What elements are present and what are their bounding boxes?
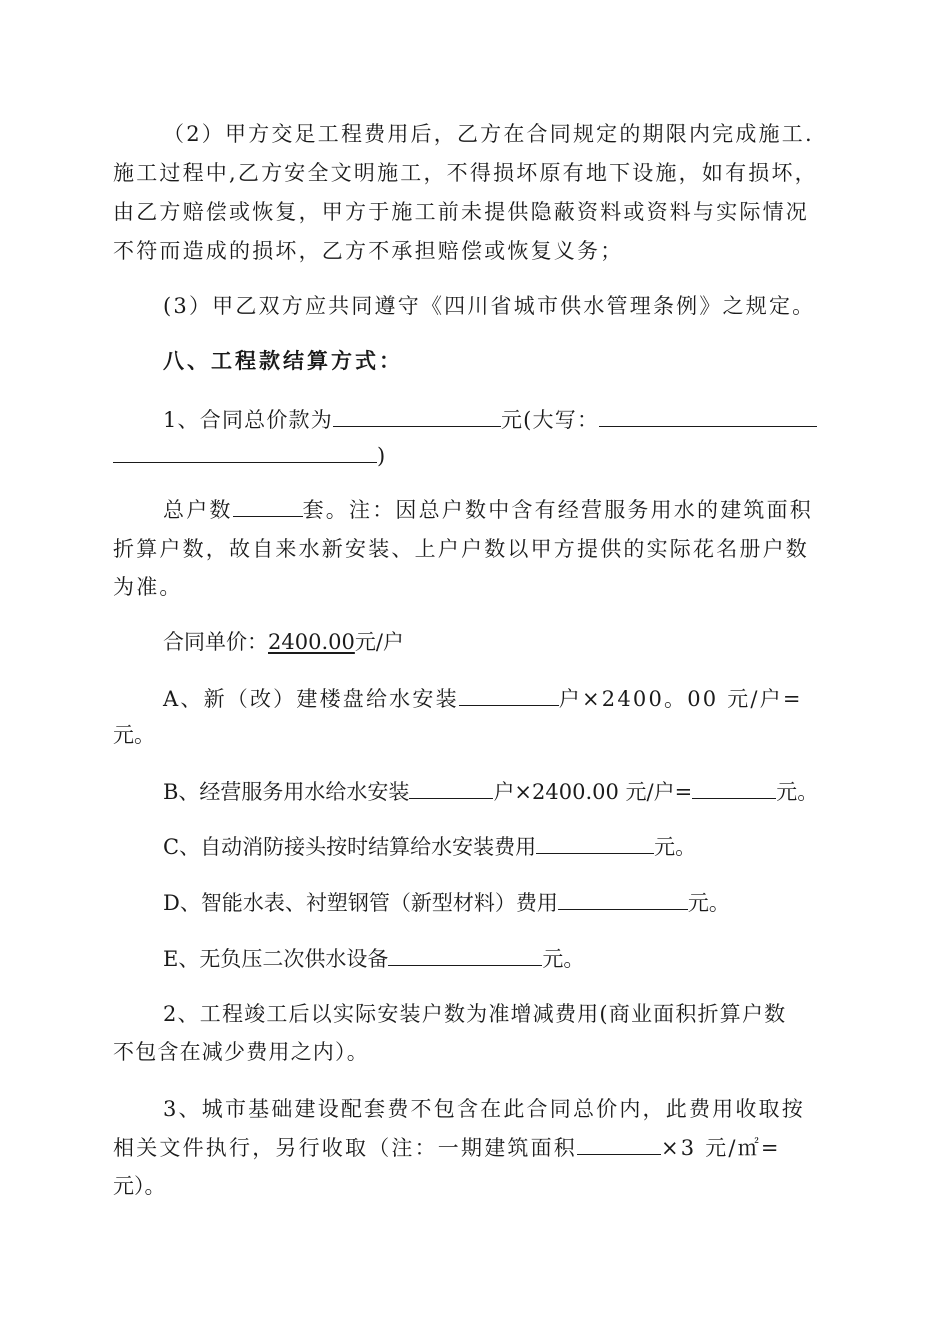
households-blank[interactable] <box>233 495 303 517</box>
item-2-line-2: 不包含在减少费用之内）。 <box>113 1040 369 1064</box>
item-b-formula: 户×2400.00 元/户= <box>493 780 693 804</box>
capital-amount-blank-cont[interactable] <box>113 441 377 463</box>
total-price-blank[interactable] <box>333 405 501 427</box>
item-b-unit: 元。 <box>776 780 819 804</box>
item-2-line-1: 2、工程竣工后以实际安装户数为准增减费用(商业面积折算户数 <box>163 1002 787 1026</box>
households-line-2: 折算户数，故自来水新安装、上户户数以甲方提供的实际花名册户数 <box>113 537 809 561</box>
item-1-label: 1、合同总价款为 <box>163 408 333 432</box>
item-b-households-blank[interactable] <box>409 777 493 799</box>
item-3-formula: ×3 元/㎡= <box>661 1136 781 1160</box>
item-a-label: A、新（改）建楼盘给水安装 <box>163 687 459 711</box>
unit-price-unit: 元/户 <box>354 630 404 654</box>
item-e-unit: 元。 <box>542 947 585 971</box>
item-c-label: C、自动消防接头按时结算给水安装费用 <box>163 835 537 859</box>
item-1-close: ) <box>377 444 386 468</box>
item-3-line-2 <box>113 1133 781 1163</box>
item-b-line <box>163 777 818 807</box>
households-note: 套。注：因总户数中含有经营服务用水的建筑面积 <box>302 498 814 522</box>
item-a-formula: 户×2400。00 元/户= <box>558 687 803 711</box>
unit-price-label: 合同单价： <box>163 630 268 654</box>
unit-price-value: 2400.00 <box>268 630 355 654</box>
item-1-line-2 <box>113 441 385 471</box>
item-e-label: E、无负压二次供水设备 <box>163 947 389 971</box>
item-e-amount-blank[interactable] <box>388 944 542 966</box>
item-e-line <box>163 944 584 974</box>
item-b-amount-blank[interactable] <box>692 777 776 799</box>
clause-2-line-3: 由乙方赔偿或恢复，甲方于施工前未提供隐蔽资料或资料与实际情况 <box>113 200 809 224</box>
item-1-capital-label: 元(大写： <box>500 408 600 432</box>
item-a-line-1 <box>163 684 803 714</box>
item-3-label: 相关文件执行，另行收取（注：一期建筑面积 <box>113 1136 577 1160</box>
clause-2-line-1: （2）甲方交足工程费用后，乙方在合同规定的期限内完成施工. <box>163 122 814 146</box>
item-1-line-1 <box>163 405 817 435</box>
item-c-line <box>163 832 696 862</box>
households-line-1 <box>163 495 813 525</box>
item-d-label: D、智能水表、衬塑钢管（新型材料）费用 <box>163 891 558 915</box>
clause-3: (3）甲乙双方应共同遵守《四川省城市供水管理条例》之规定。 <box>163 294 816 318</box>
item-d-unit: 元。 <box>687 891 730 915</box>
item-a-households-blank[interactable] <box>459 684 559 706</box>
item-d-amount-blank[interactable] <box>558 888 688 910</box>
item-3-line-3: 元）。 <box>113 1174 166 1198</box>
item-b-label: B、经营服务用水给水安装 <box>163 780 410 804</box>
item-a-line-2: 元。 <box>113 723 155 747</box>
clause-2-line-2: 施工过程中,乙方安全文明施工，不得损坏原有地下设施，如有损坏， <box>113 161 818 185</box>
item-c-amount-blank[interactable] <box>536 832 654 854</box>
building-area-blank[interactable] <box>577 1133 661 1155</box>
item-c-unit: 元。 <box>654 835 697 859</box>
unit-price-line <box>163 627 404 657</box>
item-3-line-1: 3、城市基础建设配套费不包含在此合同总价内，此费用收取按 <box>163 1097 805 1121</box>
item-d-line <box>163 888 730 918</box>
clause-2-line-4: 不符而造成的损坏，乙方不承担赔偿或恢复义务； <box>113 239 624 263</box>
section-8-heading: 八、工程款结算方式： <box>163 348 403 373</box>
households-label: 总户数 <box>163 498 233 522</box>
capital-amount-blank[interactable] <box>599 405 817 427</box>
households-line-3: 为准。 <box>113 575 183 599</box>
